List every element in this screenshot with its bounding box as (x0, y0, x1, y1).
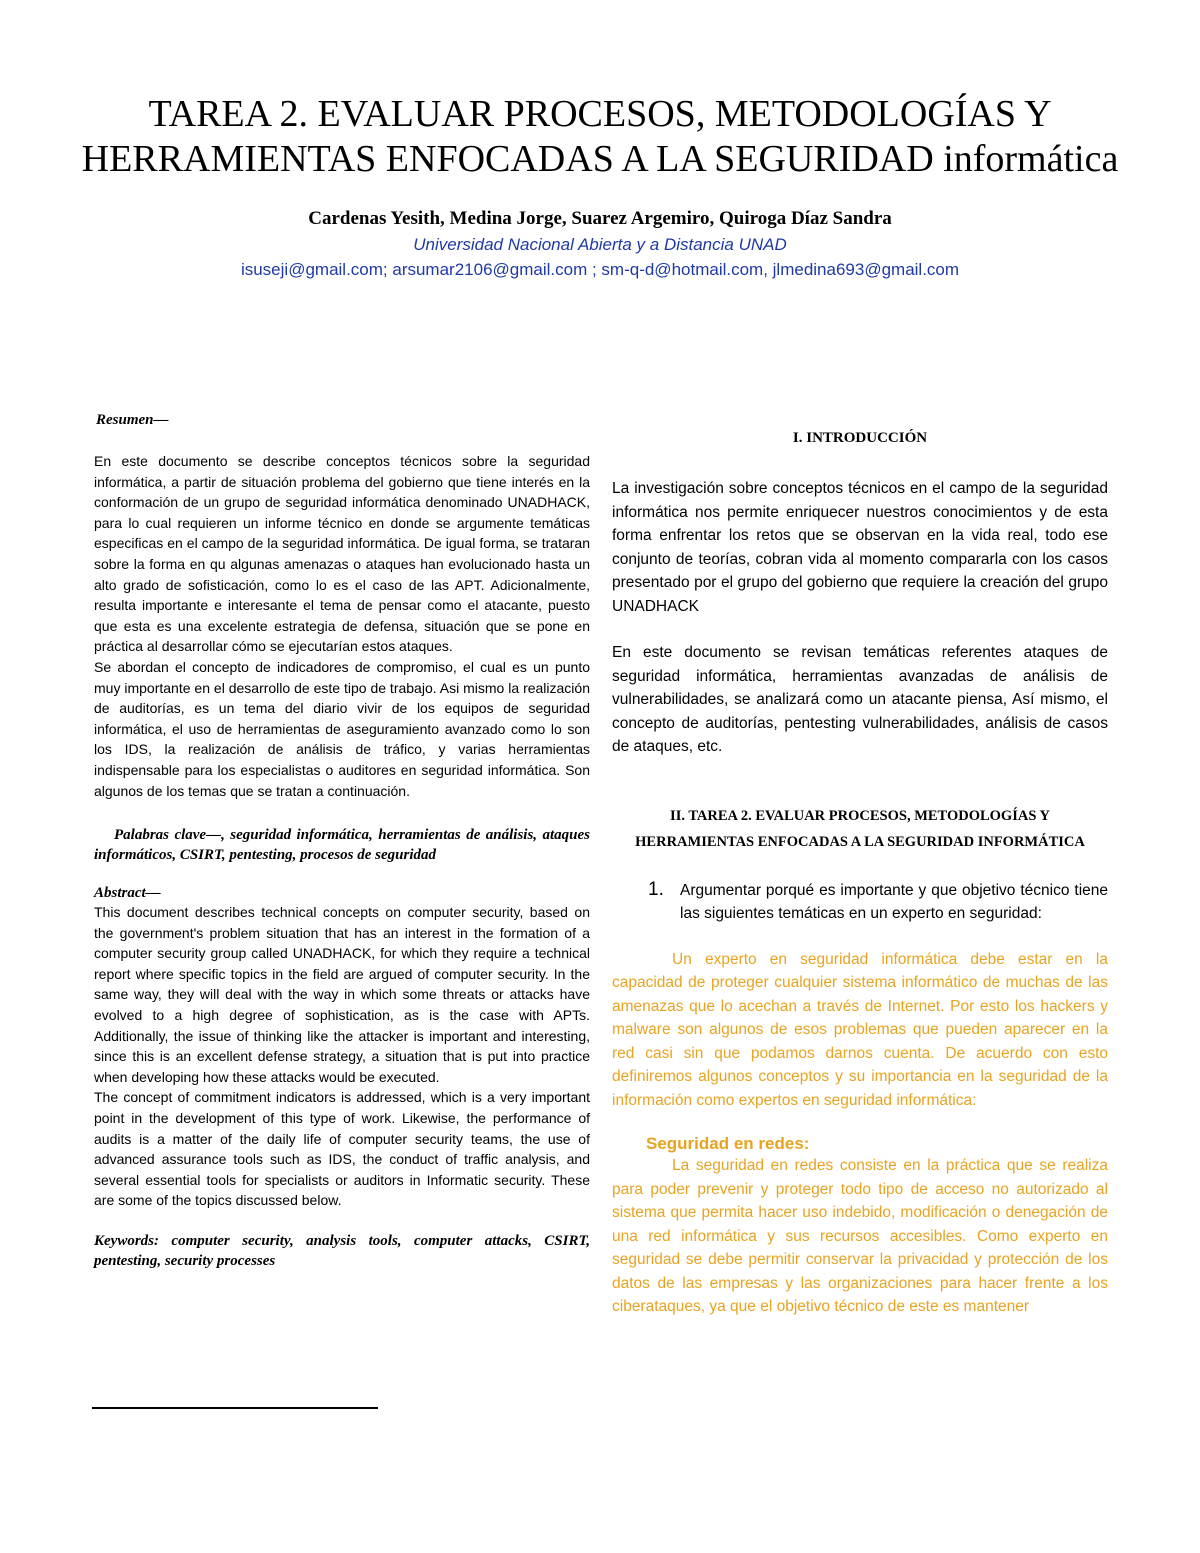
abstract-paragraph-2: The concept of commitment indicators is addressed, which is a very important point in the development of this type of work. Likewise, the performance of audits is a matter of the daily life of computer security teams, the use of advanced assurance tools such as IDS, the conduct of traffic analysis, and several essential tools for specialists or auditors in Informatic security. These are some of the topics discussed below. (94, 1089, 590, 1209)
abstract-paragraph-1: This document describes technical concepts on computer security, based on the government's problem situation that has an interest in the formation of a computer security group called UNADHACK, for which they require a technical report where specific topics in the field are argued of computer security. In the same way, they will deal with the way in which some threats or attacks have evolved to a high degree of sophistication, as is the case with APTs. Additionally, the issue of thinking like the attacker is important and interesting, since this is an excellent defense strategy, a situation that is put into practice when developing how these attacks would be executed. (94, 904, 590, 1085)
authors: Cardenas Yesith, Medina Jorge, Suarez Argemiro, Quiroga Díaz Sandra (308, 208, 892, 229)
numbered-list-item (612, 879, 1108, 926)
affiliation: Universidad Nacional Abierta y a Distancia UNAD (413, 235, 787, 254)
author-emails[interactable]: isuseji@gmail.com; arsumar2106@gmail.com ; sm-q-d@hotmail.com, jlmedina693@gmail.com (240, 260, 960, 279)
section-heading-line-2: HERRAMIENTAS ENFOCADAS A LA SEGURIDAD INFORMÁTICA (635, 833, 1085, 850)
palabras-clave: Palabras clave—, seguridad informática, herramientas de análisis, ataques informáticos, CSIRT, pentesting, procesos de seguridad (94, 827, 590, 864)
list-item-text: Argumentar porqué es importante y que objetivo técnico tiene las siguientes temáticas en un experto en seguridad: (680, 881, 1108, 922)
orange-paragraph-1: Un experto en seguridad informática debe estar en la capacidad de proteger cualquier sistema informático de muchas de las amenazas que lo acechan a través de Internet. Por esto los hackers y malware son algunos de esos problemas que pueden aparecer en la red casi sin que podamos darnos cuenta. De acuerdo con esto definiremos algunos conceptos y su importancia en la seguridad de la información como expertos en seguridad informática: (612, 950, 1108, 1109)
seguridad-en-redes-heading: Seguridad en redes: (646, 1134, 810, 1153)
paper-title-line-1: TAREA 2. EVALUAR PROCESOS, METODOLOGÍAS Y (148, 93, 1052, 135)
resumen-paragraph-2: Se abordan el concepto de indicadores de compromiso, el cual es un punto muy importante en el desarrollo de este tipo de trabajo. Asi mismo la realización de auditorías, es un tema del diario vivir de los equipos de seguridad informática, el uso de herramientas de aseguramiento avanzado como lo son los IDS, la realización de análisis de tráfico, y varias herramientas indispensable para los especialistas o auditores en seguridad informática. Son algunos de los temas que se tratan a continuación. (94, 658, 590, 799)
intro-paragraph-2: En este documento se revisan temáticas referentes ataques de seguridad informática, herramientas avanzadas de análisis de vulnerabilidades, se analizará como un atacante piensa, Así mismo, el concepto de auditorías, pentesting vulnerabilidades, análisis de casos de ataques, etc. (612, 644, 1108, 755)
intro-paragraph-1: La investigación sobre conceptos técnicos en el campo de la seguridad informática nos permite enriquecer nuestros conocimientos y de esta forma enfrentar los retos que se observan en la vida real, todo ese conjunto de teorías, cobran vida al momento compararla con los casos presentado por el grupo del gobierno que requiere la creación del grupo UNADHACK (612, 480, 1108, 615)
resumen-label: Resumen— (96, 412, 169, 428)
keywords: Keywords: computer security, analysis tools, computer attacks, CSIRT, pentesting, security processes (94, 1233, 590, 1269)
paper-title (60, 92, 1140, 182)
resumen-paragraph-1: En este documento se describe conceptos técnicos sobre la seguridad informática, a partir de situación problema del gobierno que tiene interés en la conformación de un grupo de seguridad informática denominado UNADHACK, para lo cual requieren un informe técnico en donde se argumente temáticas especificas en el campo de la seguridad informática. De igual forma, se trataran sobre la forma en qu algunas amenazas o ataques han evolucionado hasta un alto grado de sofisticación, como lo es el caso de las APT. Adicionalmente, resulta importante e interesante el tema de pensar como el atacante, puesto que esta es una excelente estrategia de defensa, situación que se pone en práctica al desarrollar cómo se ejecutarían estos ataques. (94, 453, 590, 655)
paper-title-line-2: HERRAMIENTAS ENFOCADAS A LA SEGURIDAD informática (81, 138, 1119, 180)
right-column (612, 430, 1108, 1319)
section-heading-line-1: II. TAREA 2. EVALUAR PROCESOS, METODOLOGÍAS Y (670, 807, 1050, 824)
left-column (94, 412, 590, 1271)
abstract-label: Abstract— (94, 885, 161, 902)
section-heading-introduccion: I. INTRODUCCIÓN (792, 430, 928, 446)
section-heading-tarea-2 (612, 803, 1108, 855)
footnote-divider (92, 1407, 378, 1409)
list-number: 1. (648, 878, 664, 900)
orange-paragraph-2: La seguridad en redes consiste en la práctica que se realiza para poder prevenir y proteger todo tipo de acceso no autorizado al sistema que permita hacer uso indebido, modificación o denegación de una red informática y sus recursos accesibles. Como experto en seguridad se debe permitir conservar la privacidad y protección de los datos de las empresas y las organizaciones para hacer frente a los ciberataques, ya que el objetivo técnico de este es mantener (612, 1157, 1108, 1315)
